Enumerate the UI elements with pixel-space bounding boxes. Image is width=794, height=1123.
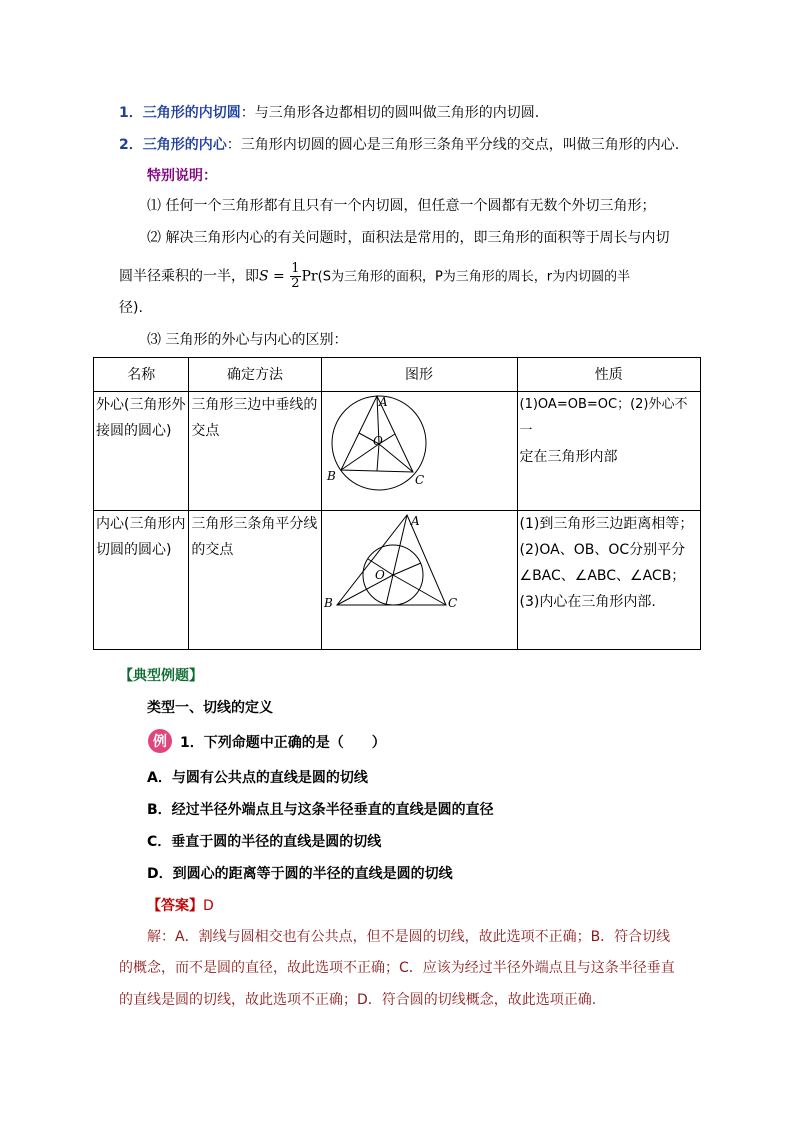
item1-number: 1． bbox=[119, 105, 143, 121]
label-b: B bbox=[326, 469, 336, 483]
header-figure: 图形 bbox=[321, 358, 517, 392]
type-1-heading: 类型一、切线的定义 bbox=[147, 700, 273, 716]
note-2-line-1: ⑵ 解决三角形内心的有关问题时，面积法是常用的，即三角形的面积等于周长与内切 bbox=[147, 230, 670, 246]
circumcenter-method-l2: 交点 bbox=[191, 423, 220, 439]
label-o: O bbox=[372, 434, 383, 448]
examples-heading: 【典型例题】 bbox=[119, 668, 203, 684]
circumcenter-method-l1: 三角形三边中垂线的 bbox=[191, 397, 318, 413]
answer-value: D bbox=[203, 898, 214, 914]
incenter-method-l2: 的交点 bbox=[191, 542, 234, 558]
option-b: B．经过半径外端点且与这条半径垂直的直线是圆的直径 bbox=[147, 802, 494, 818]
fraction-denominator: 2 bbox=[291, 276, 300, 291]
header-method: 确定方法 bbox=[189, 358, 321, 392]
label-c: C bbox=[414, 473, 424, 487]
perp-bisector-bc bbox=[377, 444, 379, 471]
label-a: A bbox=[410, 514, 420, 528]
circumcenter-property-cell bbox=[517, 392, 700, 511]
segment-oc bbox=[379, 444, 413, 472]
option-c: C．垂直于圆的半径的直线是圆的切线 bbox=[147, 834, 382, 850]
note-2-prefix: 圆半径乘积的一半，即 bbox=[119, 268, 259, 285]
comparison-table bbox=[93, 357, 701, 650]
circumcenter-property-l1: (1)OA=OB=OC；(2)外心不一 bbox=[519, 397, 688, 438]
bisector-c bbox=[393, 575, 446, 605]
incenter-property-cell bbox=[517, 511, 700, 650]
circumcenter-property-l2: 定在三角形内部 bbox=[519, 449, 618, 465]
table-header-row bbox=[94, 358, 701, 392]
badge-text: 例 bbox=[153, 734, 167, 750]
incenter-property-l1: (1)到三角形三边距离相等； bbox=[519, 516, 694, 532]
formula-fraction bbox=[290, 262, 300, 291]
note-2-line-3: 径). bbox=[119, 300, 143, 316]
label-o: O bbox=[374, 568, 385, 582]
answer-label: 【答案】 bbox=[147, 898, 203, 914]
label-c: C bbox=[447, 596, 457, 610]
incenter-method-cell bbox=[189, 511, 321, 650]
incenter-triangle bbox=[337, 515, 446, 605]
circumcenter-name-l1: 外心(三角形外 bbox=[96, 397, 186, 413]
label-a: A bbox=[378, 395, 388, 409]
item2-line bbox=[119, 135, 679, 155]
incenter-name-l2: 切圆的圆心) bbox=[96, 542, 172, 558]
example-badge-icon bbox=[147, 728, 173, 754]
item1-text: ：与三角形各边都相切的圆叫做三角形的内切圆. bbox=[240, 105, 540, 121]
question-text: 1．下列命题中正确的是（ ） bbox=[180, 735, 386, 751]
note-2-suffix: (S为三角形的面积，P为三角形的周长，r为内切圆的半 bbox=[317, 269, 631, 285]
fraction-numerator: 1 bbox=[291, 261, 300, 276]
solution-line-3: 的直线是圆的切线，故此选项不正确；D．符合圆的切线概念，故此选项正确. bbox=[119, 992, 597, 1008]
note-3: ⑶ 三角形的外心与内心的区别： bbox=[147, 332, 348, 348]
item2-term: 三角形的内心 bbox=[142, 137, 227, 153]
incenter-diagram bbox=[322, 511, 517, 640]
item1-term: 三角形的内切圆 bbox=[142, 105, 241, 121]
option-d: D．到圆心的距离等于圆的半径的直线是圆的切线 bbox=[147, 866, 453, 882]
formula-s: S bbox=[259, 268, 269, 285]
incenter-property-l2: (2)OA、OB、OC分别平分 bbox=[519, 542, 686, 558]
label-b: B bbox=[323, 596, 333, 610]
answer-line bbox=[147, 896, 214, 916]
radius-bc bbox=[386, 575, 393, 605]
incenter-method-l1: 三角形三条角平分线 bbox=[191, 516, 318, 532]
note-1: ⑴ 任何一个三角形都有且只有一个内切圆，但任意一个圆都有无数个外切三角形； bbox=[147, 198, 656, 214]
radius-ac bbox=[393, 563, 421, 575]
item2-number: 2． bbox=[119, 137, 143, 153]
formula-eq: = bbox=[268, 268, 290, 285]
circumcenter-name-l2: 接圆的圆心) bbox=[96, 423, 172, 439]
circumcenter-name-cell bbox=[94, 392, 189, 511]
table-row-incenter bbox=[94, 511, 701, 650]
circumcenter-diagram bbox=[322, 392, 517, 501]
circumcenter-figure-cell bbox=[321, 392, 517, 511]
solution-line-1: 解：A．割线与圆相交也有公共点，但不是圆的切线，故此选项不正确；B．符合切线 bbox=[147, 929, 671, 945]
formula-pr: Pr bbox=[301, 268, 318, 285]
solution-line-2: 的概念，而不是圆的直径，故此选项不正确；C．应该为经过半径外端点且与这条半径垂直 bbox=[119, 960, 675, 976]
incenter-property-l3: ∠BAC、∠ABC、∠ACB； bbox=[519, 568, 686, 584]
incenter-name-l1: 内心(三角形内 bbox=[96, 516, 186, 532]
option-a: A．与圆有公共点的直线是圆的切线 bbox=[147, 770, 368, 786]
circumcenter-method-cell bbox=[189, 392, 321, 511]
incenter-name-cell bbox=[94, 511, 189, 650]
header-property: 性质 bbox=[517, 358, 700, 392]
header-name: 名称 bbox=[94, 358, 189, 392]
incenter-property-l4: (3)内心在三角形内部. bbox=[519, 594, 656, 610]
item2-text: ：三角形内切圆的圆心是三角形三条角平分线的交点，叫做三角形的内心. bbox=[226, 137, 680, 153]
note-2-line-2 bbox=[119, 262, 630, 291]
table-row-circumcenter bbox=[94, 392, 701, 511]
special-note-heading: 特别说明： bbox=[147, 168, 217, 184]
incenter-figure-cell bbox=[321, 511, 517, 650]
item1-line bbox=[119, 103, 539, 123]
